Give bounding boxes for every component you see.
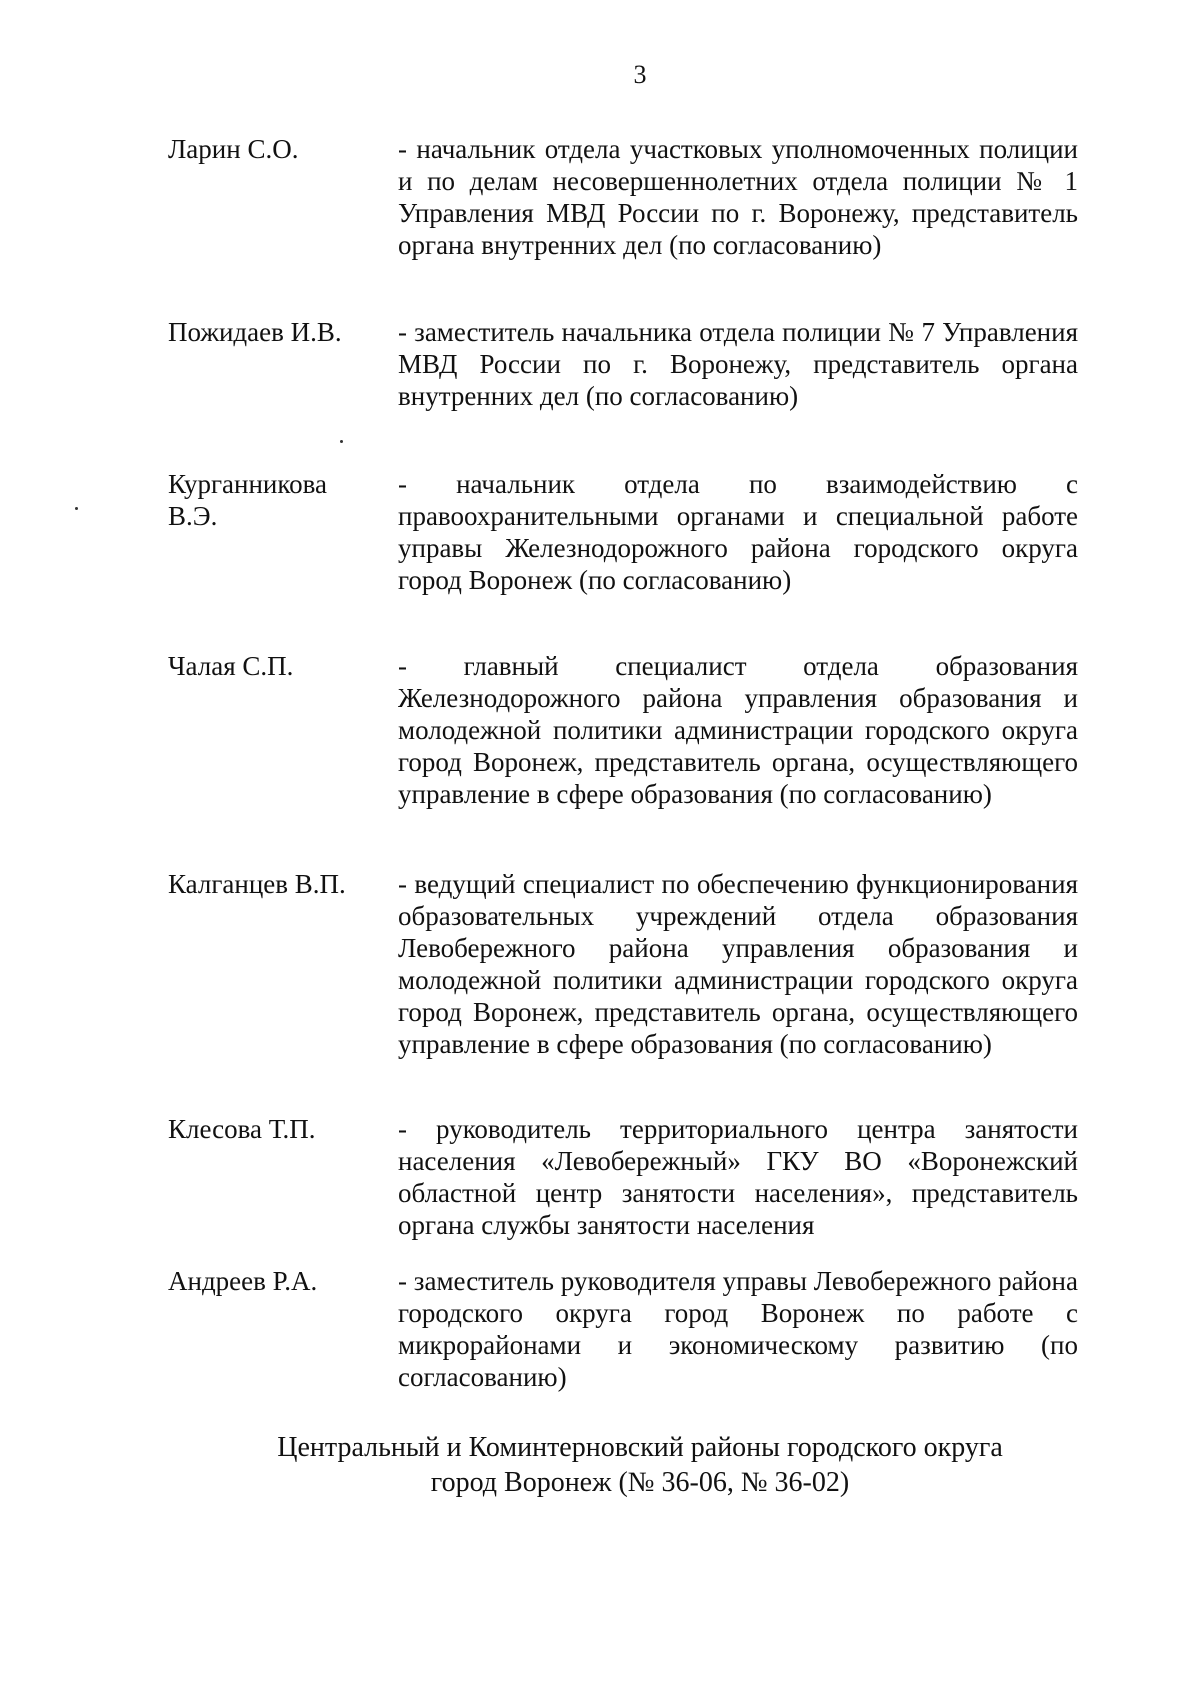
member-description: - руководитель территориального центра занятости населения «Левобережный» ГКУ ВО «Воронежский областной центр занятости населения», представитель органа службы занятости населения [398,1114,1078,1240]
scan-speck [75,507,78,510]
member-entry [168,133,1078,261]
member-entry [168,316,1078,412]
member-name: Курганникова В.Э. [168,469,328,531]
member-entry [168,1113,1078,1241]
section-heading-line: город Воронеж (№ 36-06, № 36-02) [430,1467,850,1498]
section-heading-line: Центральный и Коминтерновский районы городского округа [277,1432,1003,1463]
member-name: Ларин С.О. [168,134,299,164]
member-entry [168,868,1078,1060]
member-name: Калганцев В.П. [168,869,346,899]
member-name: Андреев Р.А. [168,1266,318,1296]
member-description: - начальник отдела участковых уполномоченных полиции и по делам несовершеннолетних отдела полиции № 1 Управления МВД России по г. Воронежу, представитель органа внутренних дел (по согласованию) [398,134,1078,260]
member-description: - заместитель руководителя управы Левобережного района городского округа город Воронеж по работе с микрорайонами и экономическому развитию (по согласованию) [398,1266,1078,1392]
member-description: - ведущий специалист по обеспечению функционирования образовательных учреждений отдела образования Левобережного района управления образования и молодежной политики администрации городского округа город Воронеж, представитель органа, осуществляющего управление в сфере образования (по согласованию) [398,869,1078,1059]
section-heading [250,1430,1030,1500]
member-name: Чалая С.П. [168,651,294,681]
member-entry [168,468,1078,596]
member-description: - начальник отдела по взаимодействию с правоохранительными органами и специальной работе управы Железнодорожного района городского округа город Воронеж (по согласованию) [398,469,1078,595]
member-description: - заместитель начальника отдела полиции № 7 Управления МВД России по г. Воронежу, представитель органа внутренних дел (по согласованию) [398,317,1078,411]
member-entry [168,650,1078,810]
member-entry [168,1265,1078,1393]
member-description: - главный специалист отдела образования Железнодорожного района управления образования и молодежной политики администрации городского округа город Воронеж, представитель органа, осуществляющего управление в сфере образования (по согласованию) [398,651,1078,809]
member-name: Пожидаев И.В. [168,317,342,347]
page-number: 3 [633,60,647,89]
member-name: Клесова Т.П. [168,1114,316,1144]
scan-speck [340,440,343,443]
